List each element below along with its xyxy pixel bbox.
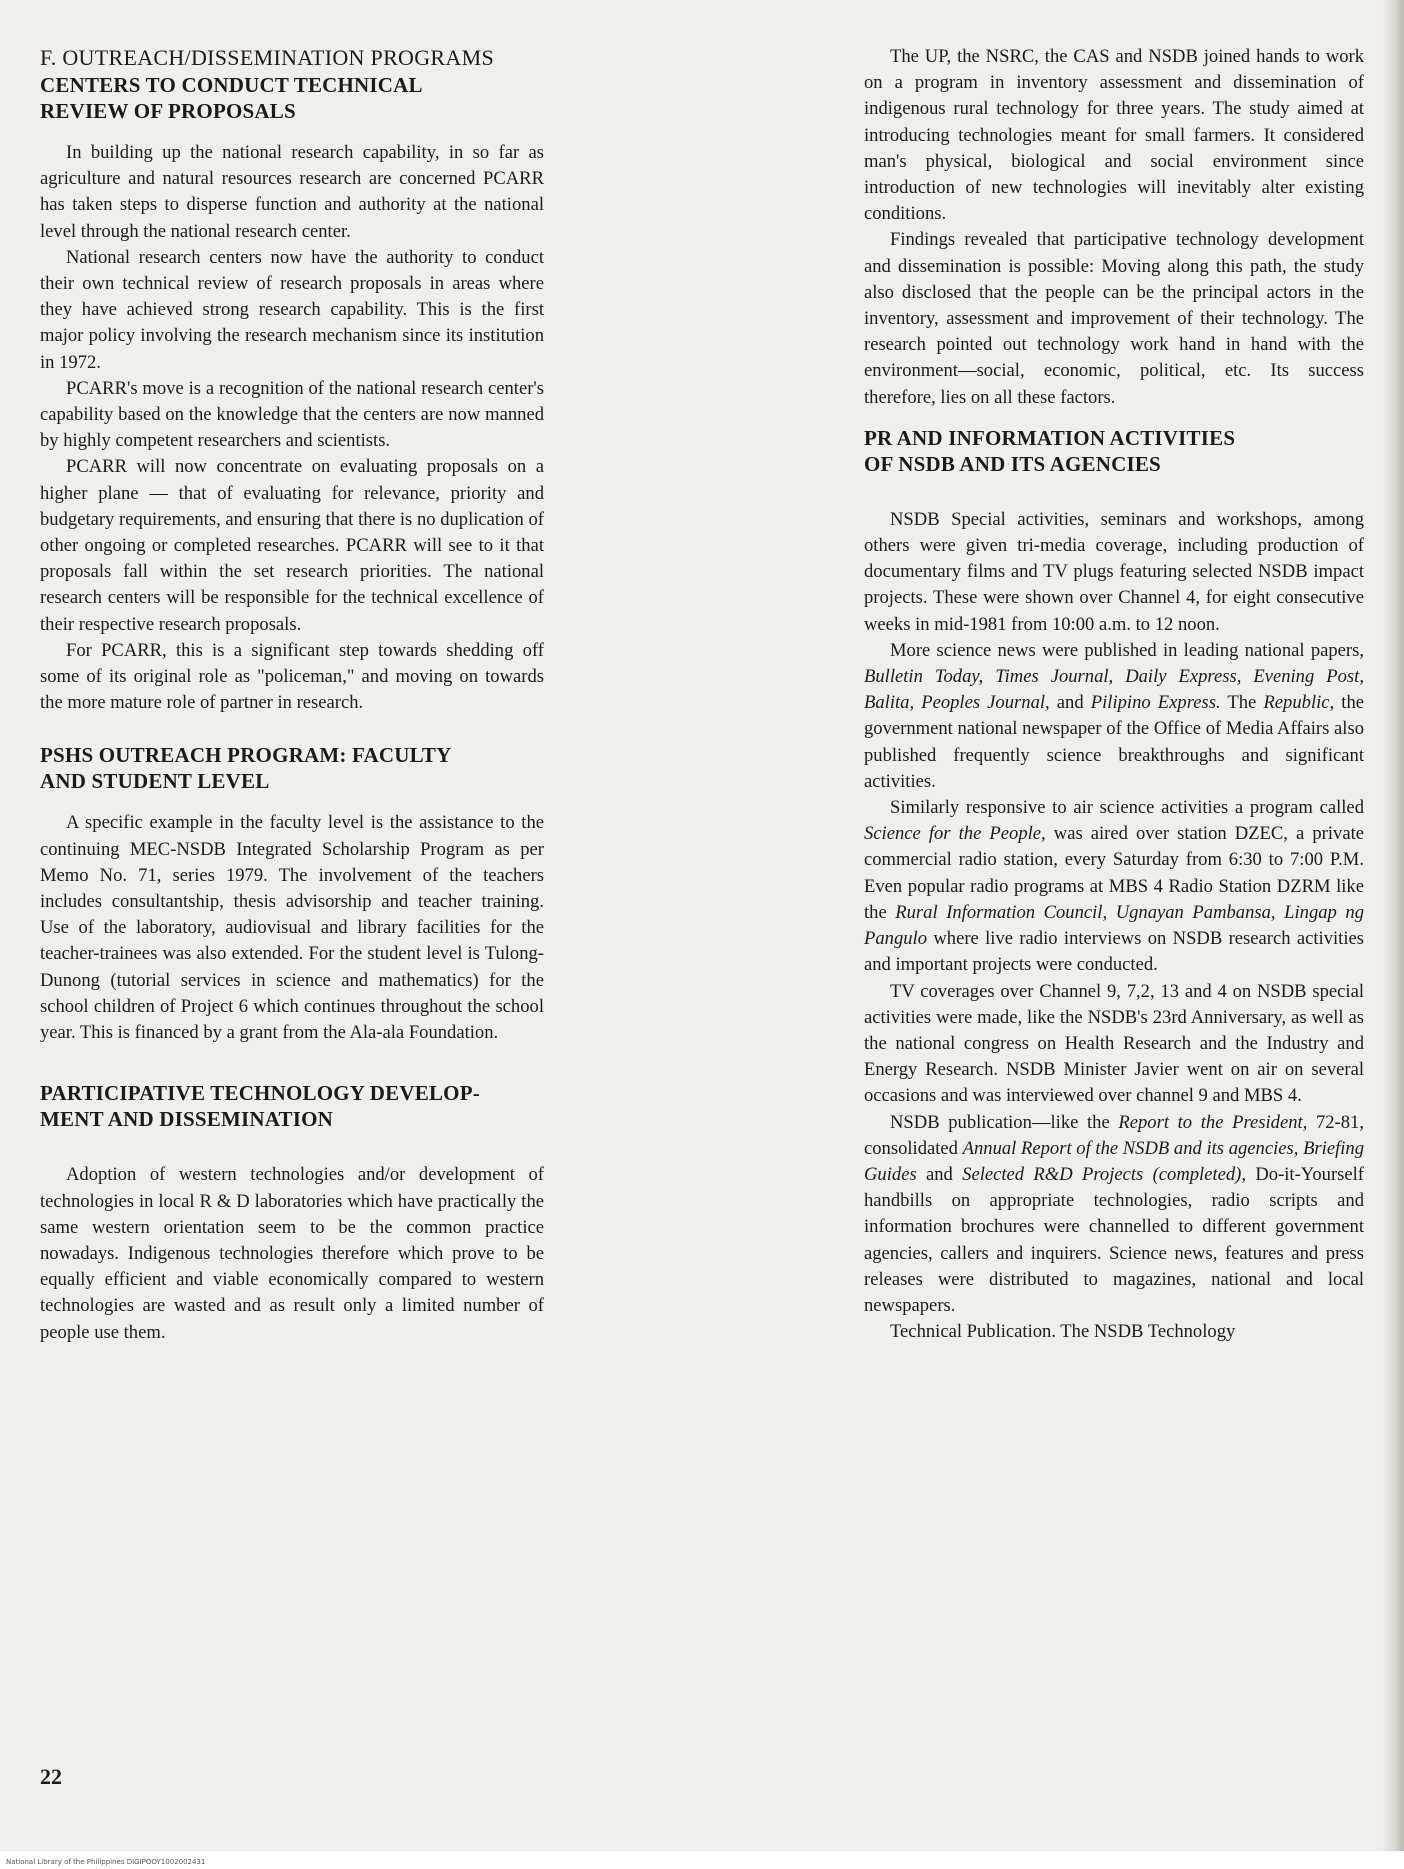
paragraph: For PCARR, this is a significant step towards shedding off some of its original role as "policeman," and moving on towards the more mature role of partner in research. xyxy=(40,639,544,714)
page-edge-shadow xyxy=(1382,0,1404,1869)
publication-title: Pilipino Express. xyxy=(1090,692,1221,714)
heading-centers-review-1: CENTERS TO CONDUCT TECHNICAL xyxy=(40,73,423,97)
paragraph xyxy=(864,1110,1364,1320)
paragraph: Technical Publication. The NSDB Technology xyxy=(890,1321,1236,1343)
publication-title: Selected R&D Projects (completed), xyxy=(962,1163,1247,1185)
publication-titles: Annual Report of the NSDB and its agencies, Briefing Guides xyxy=(864,1137,1365,1185)
left-column xyxy=(40,44,544,1346)
text-run: and xyxy=(916,1163,963,1185)
paragraph: PCARR's move is a recognition of the national research center's capability based on the knowledge that the centers are now manned by highly competent researchers and scientists. xyxy=(40,377,544,452)
heading-pr-info-2: OF NSDB AND ITS AGENCIES xyxy=(864,451,1161,476)
paragraph: Adoption of western technologies and/or development of technologies in local R & D laboratories which have practically the same western orientation seem to be the common practice nowadays. Indigenous technologies therefore which prove to be equally efficient and viable economically compared to western technologies are wasted and as result only a limited number of people use them. xyxy=(40,1164,544,1343)
paragraph: In building up the national research capability, in so far as agriculture and natural resources research are concerned PCARR has taken steps to disperse function and authority at the national level through the national research center. xyxy=(40,142,544,242)
text-run: Similarly responsive to air science activities a program called xyxy=(890,797,1364,819)
text-run: NSDB publication—like the xyxy=(890,1111,1119,1133)
paragraph xyxy=(864,795,1364,978)
text-run: Do-it-Yourself handbills on appropriate technologies, radio scripts and information brochures were channelled to different government agencies, callers and inquirers. Science news, features and press releases were distributed to magazines, national and local newspapers. xyxy=(864,1163,1364,1316)
text-run: was aired over station DZEC, a private commercial radio station, every Saturday from 6:30 to 7:00 P.M. Even popular radio programs at MBS 4 Radio Station DZRM like the xyxy=(864,823,1364,923)
heading-participative-2: MENT AND DISSEMINATION xyxy=(40,1107,334,1132)
publication-title: Republic, xyxy=(1263,692,1335,714)
heading-participative-1: PARTICIPATIVE TECHNOLOGY DEVELOP- xyxy=(40,1081,480,1106)
section-header xyxy=(40,1080,544,1132)
publication-title: Report to the President, xyxy=(1118,1111,1308,1133)
text-run: and xyxy=(1049,692,1091,714)
paragraph: NSDB Special activities, seminars and workshops, among others were given tri-media coverage, including production of documentary films and TV plugs featuring selected NSDB impact projects. These were shown over Channel 4, for eight consecutive weeks in mid-1981 from 10:00 a.m. to 12 noon. xyxy=(864,508,1364,635)
text-run: The xyxy=(1220,692,1264,714)
paragraph: PCARR will now concentrate on evaluating proposals on a higher plane — that of evaluating for relevance, priority and budgetary requirements, and ensuring that there is no duplication of other ongoing or completed researches. PCARR will see to it that proposals fall within the set research priorities. The national research centers will be responsible for the technical excellence of their respective research proposals. xyxy=(40,456,544,635)
section-header xyxy=(40,742,544,794)
paragraph: Findings revealed that participative technology development and dissemination is possible: Moving along this path, the study also disclosed that the people can be the principal actors in the inventory, assessment and improvement of their technology. The research pointed out technology work hand in hand with the environment—social, economic, political, etc. Its success therefore, lies on all these factors. xyxy=(864,229,1364,408)
footer-strip xyxy=(0,1851,1404,1869)
right-column xyxy=(864,44,1364,1345)
footer-text: National Library of the Philippines DIGIPOOY1002002431 xyxy=(6,1858,206,1866)
page-number: 22 xyxy=(40,1764,62,1789)
paragraph: A specific example in the faculty level is the assistance to the continuing MEC-NSDB Integrated Scholarship Program as per Memo No. 71, series 1979. The involvement of the teachers includes consultantship, thesis advisorship and teacher training. Use of the laboratory, audiovisual and library facilities for the teacher-trainees was also extended. For the student level is Tulong-Dunong (tutorial services in science and mathematics) for the school children of Project 6 which continues throughout the school year. This is financed by a grant from the Ala-ala Foundation. xyxy=(40,812,544,1044)
heading-pshs-1: PSHS OUTREACH PROGRAM: FACULTY xyxy=(40,743,452,768)
text-run: More science news were published in leading national papers, xyxy=(890,639,1364,661)
program-titles: Rural Information Council, Ugnayan Pambansa, Lingap ng Pangulo xyxy=(864,901,1364,950)
text-run: where live radio interviews on NSDB research activities and important projects were conducted. xyxy=(864,928,1364,976)
paragraph: TV coverages over Channel 9, 7,2, 13 and 4 on NSDB special activities were made, like the NSDB's 23rd Anniversary, as well as the national congress on Health Research and the Industry and Energy Research. NSDB Minister Javier went on air on several occasions and was interviewed over channel 9 and MBS 4. xyxy=(864,980,1364,1107)
heading-pr-info-1: PR AND INFORMATION ACTIVITIES xyxy=(864,425,1236,450)
section-header xyxy=(40,44,544,124)
section-label: F. OUTREACH/DISSEMINATION PROGRAMS xyxy=(40,45,494,70)
heading-centers-review-2: REVIEW OF PROPOSALS xyxy=(40,99,296,123)
heading-pshs-2: AND STUDENT LEVEL xyxy=(40,769,270,794)
paragraph xyxy=(864,638,1364,795)
program-title: Science for the People, xyxy=(864,823,1046,845)
text-run: the government national newspaper of the Office of Media Affairs also published frequently science breakthroughs and significant activities. xyxy=(864,692,1365,792)
section-header xyxy=(864,425,1364,477)
paragraph: The UP, the NSRC, the CAS and NSDB joined hands to work on a program in inventory assessment and dissemination of indigenous rural technology for three years. The study aimed at introducing technologies meant for small farmers. It considered man's physical, biological and social environment since introduction of new technologies will inevitably alter existing conditions. xyxy=(864,46,1364,225)
text-run: 72-81, consolidated xyxy=(864,1111,1364,1159)
paragraph: National research centers now have the authority to conduct their own technical review of research proposals in areas where they have achieved strong research capability. This is the first major policy involving the research mechanism since its institution in 1972. xyxy=(40,246,544,373)
publication-titles: Bulletin Today, Times Journal, Daily Express, Evening Post, Balita, Peoples Journal, xyxy=(864,666,1364,714)
